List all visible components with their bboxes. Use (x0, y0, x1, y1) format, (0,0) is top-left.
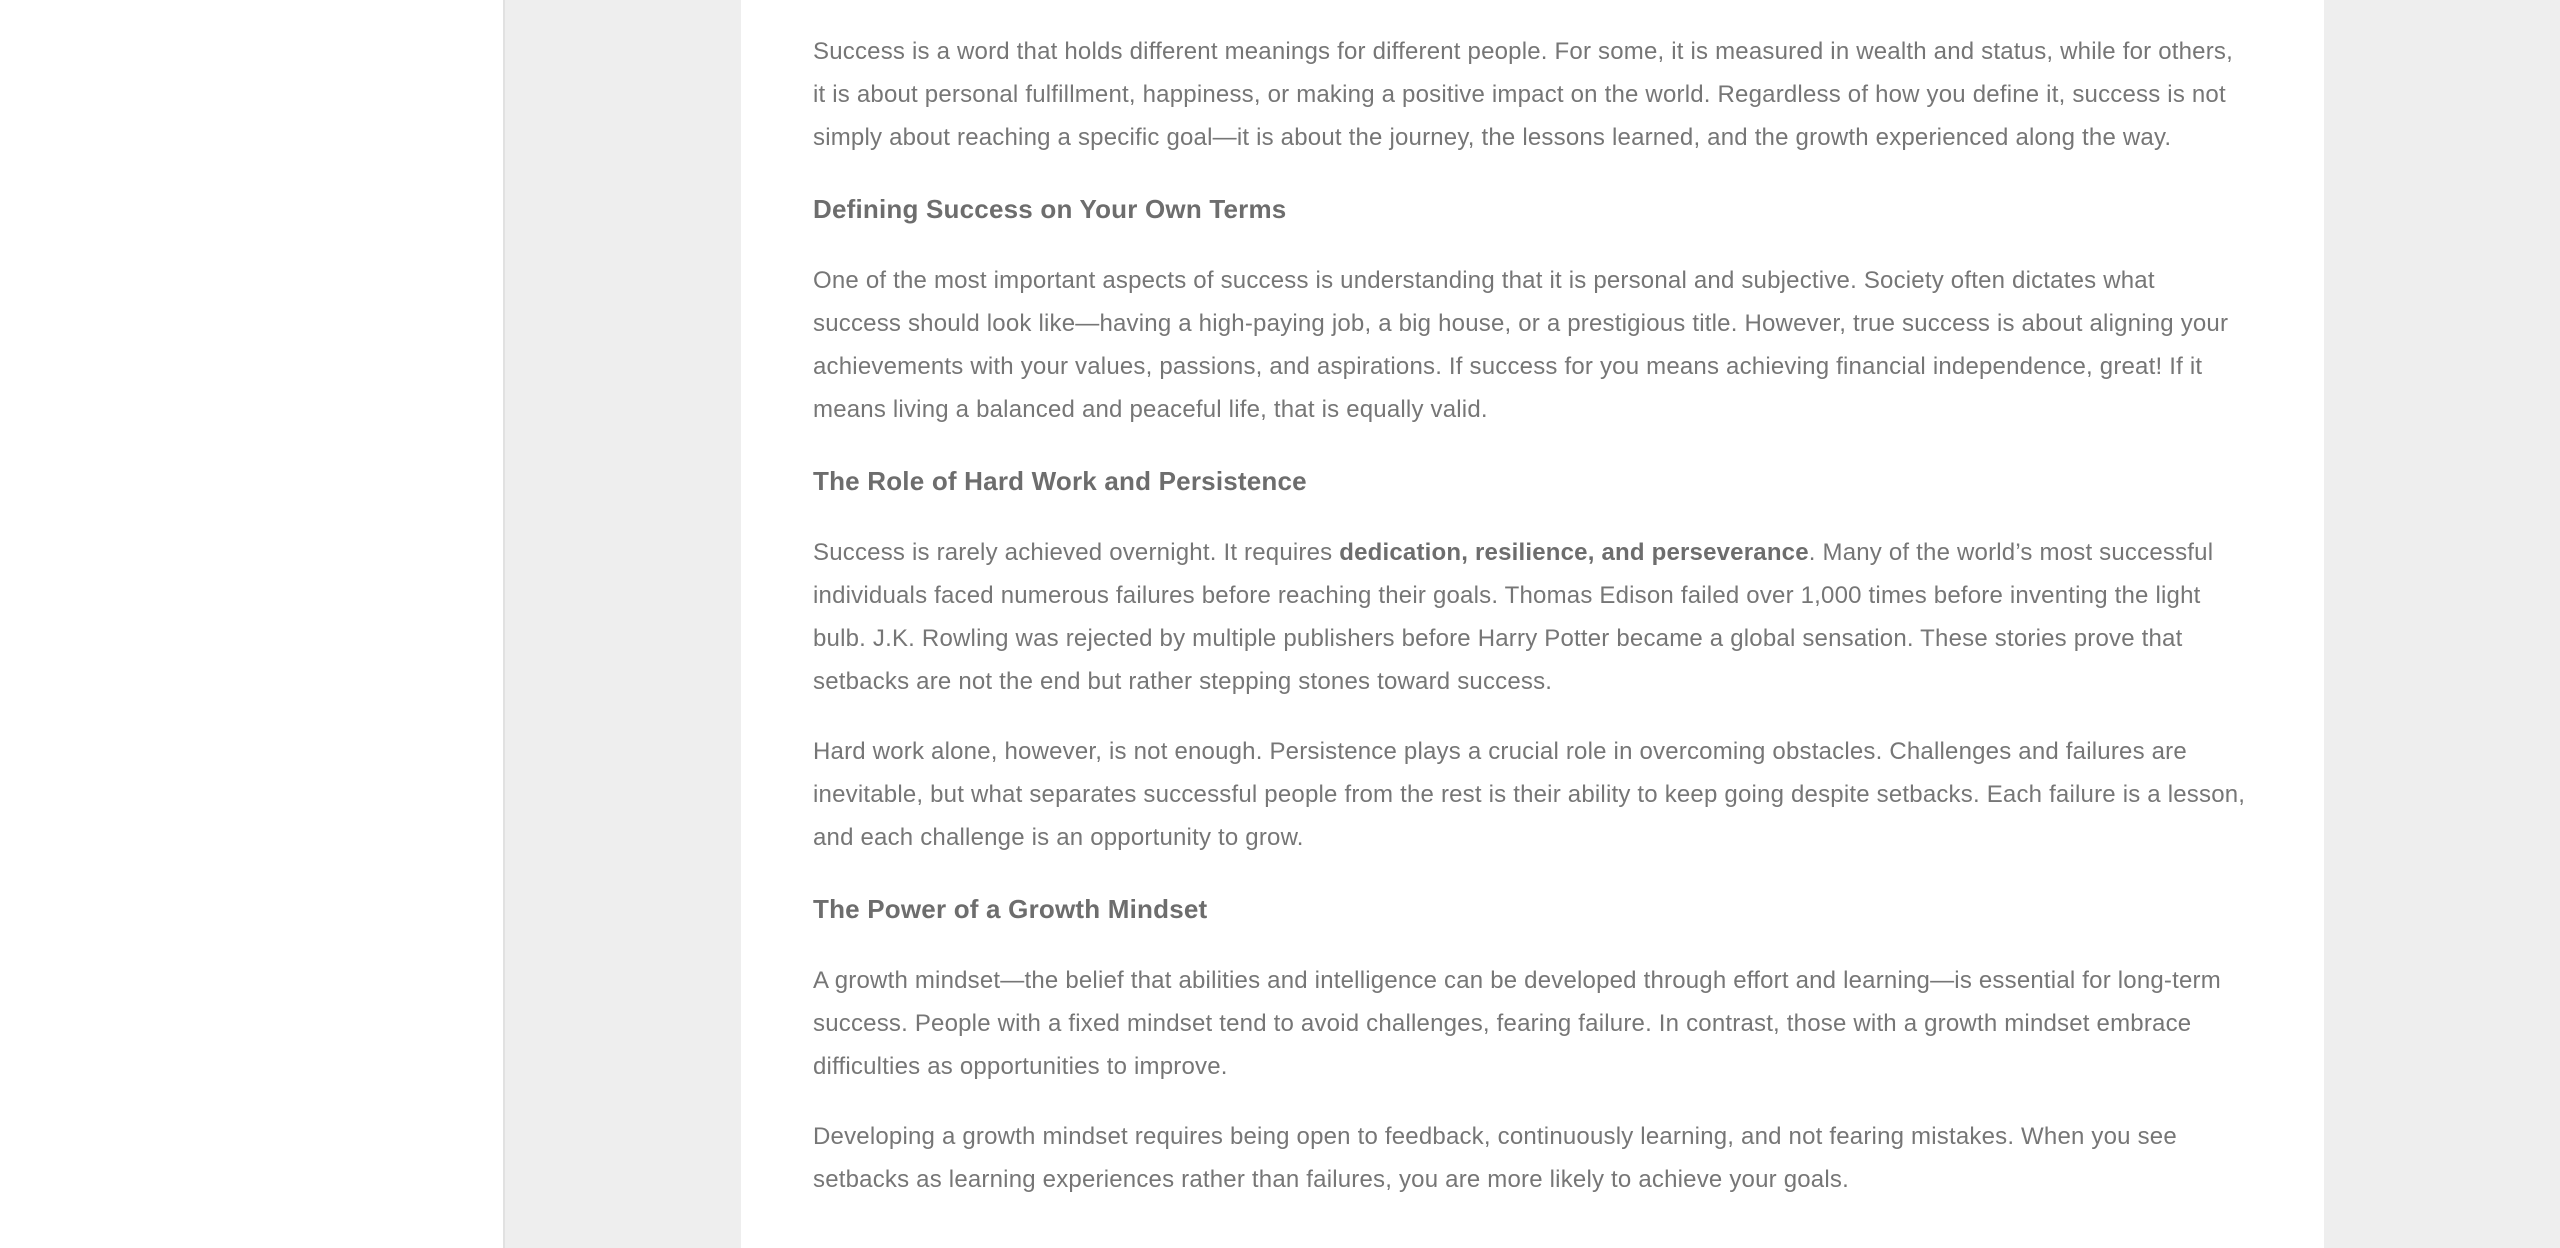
bold-text-segment: dedication, resilience, and perseverance (1339, 539, 1809, 566)
paragraph-hard-work-2: Hard work alone, however, is not enough. Persistence plays a crucial role in overcoming obstacles. Challenges and failures are inevitable, but what separates successful people from the rest is their ability to keep going despite setbacks. Each failure is a lesson, and each challenge is an opportunity to grow. (813, 738, 2246, 851)
left-blank-panel (0, 0, 505, 1248)
paragraph-defining-success: One of the most important aspects of success is understanding that it is personal and subjective. Society often dictates what success should look like—having a high-paying job, a big house, or a prestigious title. However, true success is about aligning your achievements with your values, passions, and aspirations. If success for you means achieving financial independence, great! If it means living a balanced and peaceful life, that is equally valid. (813, 267, 2229, 423)
paragraph-growth-mindset-2: Developing a growth mindset requires being open to feedback, continuously learning, and not fearing mistakes. When you see setbacks as learning experiences rather than failures, you are more likely to achieve your goals. (813, 1123, 2177, 1193)
document-page[interactable] (741, 0, 2324, 1248)
paragraph-growth-mindset-1: A growth mindset—the belief that abilities and intelligence can be developed through effort and learning—is essential for long-term success. People with a fixed mindset tend to avoid challenges, fearing failure. In contrast, those with a growth mindset embrace difficulties as opportunities to improve. (813, 967, 2221, 1080)
heading-growth-mindset: The Power of a Growth Mindset (813, 894, 1208, 924)
text-segment-post: . Many of the world’s most successful individuals faced numerous failures before reaching their goals. Thomas Edison failed over 1,000 times before inventing the light bulb. J.K. Rowling was rejected by multiple publishers before Harry Potter became a global sensation. These stories prove that setbacks are not the end but rather stepping stones toward success. (813, 539, 2214, 695)
paragraph-hard-work-1 (813, 531, 2248, 703)
heading-hard-work-persistence: The Role of Hard Work and Persistence (813, 466, 1307, 496)
document-canvas (505, 0, 2560, 1248)
text-segment-pre: Success is rarely achieved overnight. It requires (813, 539, 1340, 566)
paragraph-intro: Success is a word that holds different meanings for different people. For some, it is measured in wealth and status, while for others, it is about personal fulfillment, happiness, or making a positive impact on the world. Regardless of how you define it, success is not simply about reaching a specific goal—it is about the journey, the lessons learned, and the growth experienced along the way. (813, 38, 2233, 151)
heading-defining-success: Defining Success on Your Own Terms (813, 194, 1287, 224)
